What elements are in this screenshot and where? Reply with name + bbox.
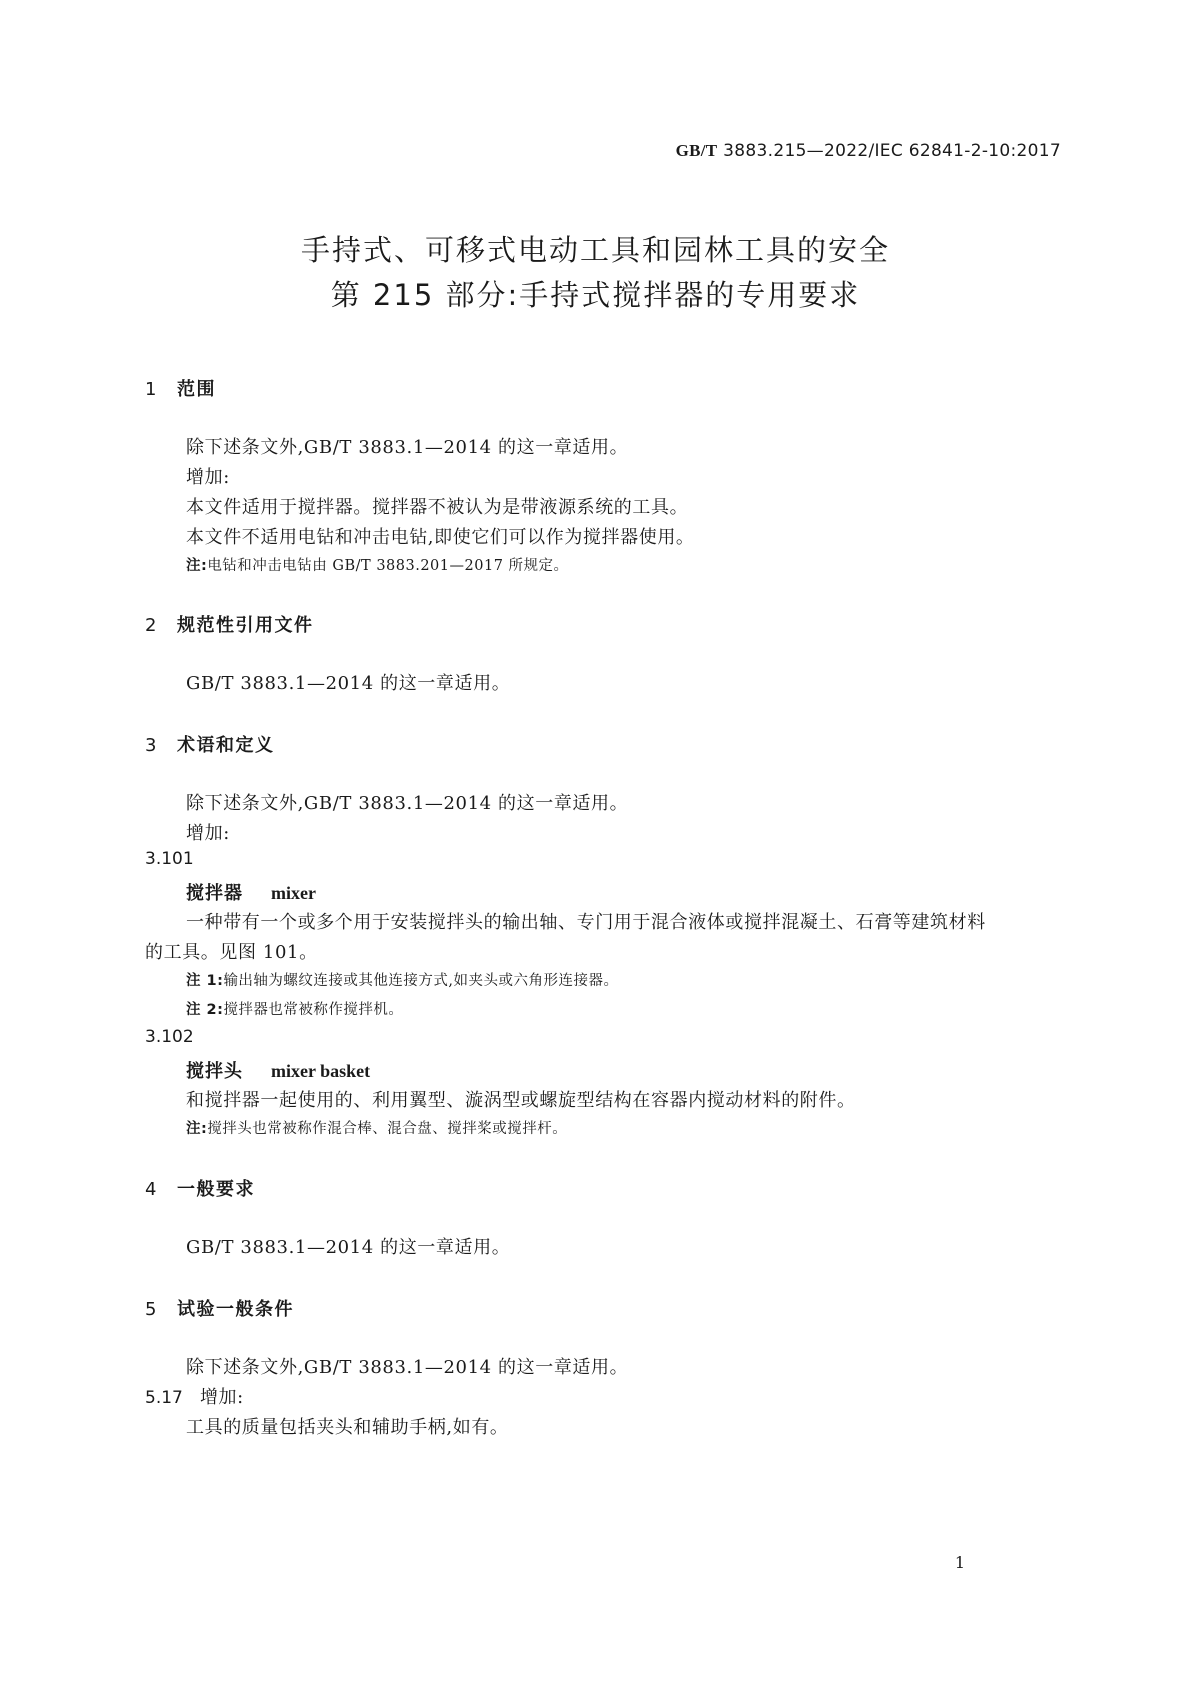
paragraph: GB/T 3883.1—2014 的这一章适用。 — [186, 673, 511, 694]
section-number: 1 — [145, 379, 158, 400]
paragraph: 除下述条文外,GB/T 3883.1—2014 的这一章适用。 — [186, 1357, 629, 1378]
section-number: 2 — [145, 615, 158, 636]
standard-code-number: 3883.215—2022/IEC 62841-2-10:2017 — [723, 141, 1061, 161]
note-label: 注: — [186, 558, 208, 574]
paragraph: GB/T 3883.1—2014 的这一章适用。 — [186, 1237, 511, 1258]
term-number: 3.101 — [145, 849, 194, 869]
section-5-heading — [145, 1295, 294, 1321]
term-entry — [186, 879, 316, 905]
standard-code-prefix: GB/T — [675, 141, 718, 160]
paragraph: 本文件适用于搅拌器。搅拌器不被认为是带液源系统的工具。 — [186, 497, 689, 518]
section-number: 5 — [145, 1299, 158, 1320]
paragraph: 增加: — [186, 823, 230, 844]
term-number: 3.102 — [145, 1027, 194, 1047]
standard-code — [676, 141, 1061, 161]
note-text: 输出轴为螺纹连接或其他连接方式,如夹头或六角形连接器。 — [223, 973, 619, 989]
note — [186, 1117, 567, 1138]
section-title: 一般要求 — [177, 1179, 255, 1200]
note-label: 注 1: — [186, 973, 224, 989]
subclause — [145, 1383, 244, 1409]
term-definition: 和搅拌器一起使用的、利用翼型、漩涡型或螺旋型结构在容器内搅动材料的附件。 — [186, 1090, 856, 1111]
document-title-line2: 第 215 部分:手持式搅拌器的专用要求 — [330, 278, 861, 312]
note-text: 搅拌器也常被称作搅拌机。 — [223, 1002, 404, 1018]
term-definition: 一种带有一个或多个用于安装搅拌头的输出轴、专门用于混合液体或搅拌混凝土、石膏等建筑材料 — [186, 912, 986, 933]
paragraph: 除下述条文外,GB/T 3883.1—2014 的这一章适用。 — [186, 437, 629, 458]
note — [186, 969, 619, 990]
term-entry — [186, 1057, 370, 1083]
section-3-heading — [145, 731, 275, 757]
section-title: 规范性引用文件 — [177, 615, 314, 636]
page-number: 1 — [954, 1553, 965, 1572]
document-title-line1: 手持式、可移式电动工具和园林工具的安全 — [300, 233, 890, 267]
term-english: mixer — [271, 883, 316, 903]
subclause-text: 增加: — [199, 1387, 244, 1408]
note — [186, 998, 403, 1019]
note-text: 电钻和冲击电钻由 GB/T 3883.201—2017 所规定。 — [207, 558, 569, 574]
section-title: 试验一般条件 — [177, 1299, 294, 1320]
section-4-heading — [145, 1175, 255, 1201]
paragraph: 除下述条文外,GB/T 3883.1—2014 的这一章适用。 — [186, 793, 629, 814]
paragraph: 工具的质量包括夹头和辅助手柄,如有。 — [186, 1417, 509, 1438]
term-english: mixer basket — [271, 1061, 371, 1081]
subclause-number: 5.17 — [145, 1388, 183, 1408]
term-chinese: 搅拌器 — [186, 883, 243, 904]
section-number: 4 — [145, 1179, 158, 1200]
note — [186, 554, 569, 575]
note-text: 搅拌头也常被称作混合棒、混合盘、搅拌桨或搅拌杆。 — [207, 1121, 568, 1137]
term-definition-continued: 的工具。见图 101。 — [145, 942, 318, 963]
section-title: 术语和定义 — [177, 735, 275, 756]
section-title: 范围 — [177, 379, 216, 400]
paragraph: 本文件不适用电钻和冲击电钻,即使它们可以作为搅拌器使用。 — [186, 527, 695, 548]
paragraph: 增加: — [186, 467, 230, 488]
section-number: 3 — [145, 735, 158, 756]
note-label: 注 2: — [186, 1002, 224, 1018]
section-1-heading — [145, 375, 216, 401]
note-label: 注: — [186, 1121, 208, 1137]
term-chinese: 搅拌头 — [186, 1061, 243, 1082]
section-2-heading — [145, 611, 314, 637]
